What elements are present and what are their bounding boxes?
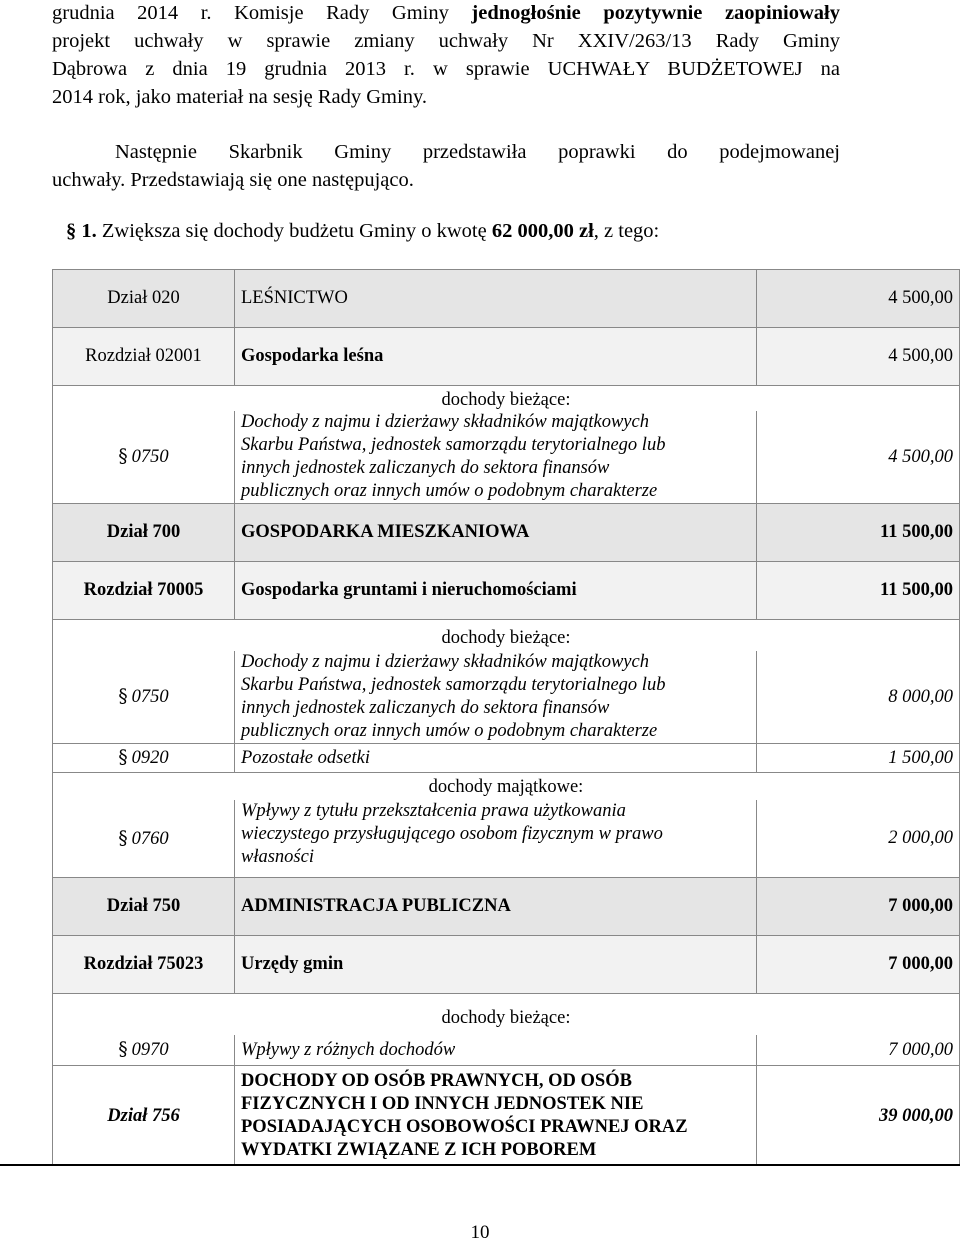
intro-line-2: projekt uchwały w sprawie zmiany uchwały Nr XXIV/263/13 Rady Gminy [52,30,840,52]
next-line-2: uchwały. Przedstawiają się one następująco. [52,169,414,191]
section-1-heading: § 1. Zwiększa się dochody budżetu Gminy o kwotę 62 000,00 zł, z tego: [66,220,660,242]
paragraph-description: Wpływy z różnych dochodów [235,1035,757,1066]
table-row-dzial-700 [53,504,960,562]
rozdzial-name: Gospodarka gruntami i nieruchomościami [235,562,757,620]
table-row-paragraph-0750 [53,411,960,504]
paragraph-description: Dochody z najmu i dzierżawy składników majątkowych Skarbu Państwa, jednostek samorządu terytorialnego lub innych jednostek zaliczanych do sektora finansów publicznych oraz innych umów o podobnym charakterze [235,411,757,504]
table-row-paragraph-0750 [53,651,960,744]
income-type-label: dochody majątkowe: [53,773,960,801]
paragraph-code: § 0970 [53,1035,235,1066]
footer-divider [0,1164,960,1166]
paragraph-amount: 8 000,00 [757,651,960,744]
paragraph-description: Wpływy z tytułu przekształcenia prawa użytkowania wieczystego przysługującego osobom fizycznym w prawo własności [235,800,757,878]
dzial-name: LEŚNICTWO [235,270,757,328]
table-row-label [53,994,960,1036]
dzial-code: Dział 700 [53,504,235,562]
dzial-code: Dział 750 [53,878,235,936]
intro-line-3: Dąbrowa z dnia 19 grudnia 2013 r. w sprawie UCHWAŁY BUDŻETOWEJ na [52,58,840,80]
rozdzial-code: Rozdział 75023 [53,936,235,994]
page-number: 10 [470,1222,490,1243]
paragraph-code: § 0750 [53,651,235,744]
table-row-dzial-750 [53,878,960,936]
intro-paragraph [52,0,840,111]
table-row-dzial-756 [53,1066,960,1167]
dzial-name: GOSPODARKA MIESZKANIOWA [235,504,757,562]
paragraph-code: § 0920 [53,744,235,773]
dzial-code: Dział 756 [53,1066,235,1167]
rozdzial-name: Gospodarka leśna [235,328,757,386]
intro-line-4: 2014 rok, jako materiał na sesję Rady Gminy. [52,86,427,108]
dzial-name: DOCHODY OD OSÓB PRAWNYCH, OD OSÓB FIZYCZNYCH I OD INNYCH JEDNOSTEK NIE POSIADAJĄCYCH OSOBOWOŚCI PRAWNEJ ORAZ WYDATKI ZWIĄZANE Z ICH POBOREM [235,1066,757,1167]
next-line-1: Następnie Skarbnik Gminy przedstawiła poprawki do podejmowanej [115,141,840,163]
paragraph-code: § 0750 [53,411,235,504]
table-row-paragraph-0920 [53,744,960,773]
rozdzial-amount: 7 000,00 [757,936,960,994]
table-row-dzial-020 [53,270,960,328]
paragraph-description: Dochody z najmu i dzierżawy składników majątkowych Skarbu Państwa, jednostek samorządu terytorialnego lub innych jednostek zaliczanych do sektora finansów publicznych oraz innych umów o podobnym charakterze [235,651,757,744]
next-paragraph [52,138,840,194]
dzial-code: Dział 020 [53,270,235,328]
income-type-label: dochody bieżące: [53,620,960,652]
dzial-amount: 39 000,00 [757,1066,960,1167]
rozdzial-code: Rozdział 02001 [53,328,235,386]
table-row-label [53,620,960,652]
paragraph-amount: 7 000,00 [757,1035,960,1066]
income-type-label: dochody bieżące: [53,386,960,412]
paragraph-amount: 1 500,00 [757,744,960,773]
budget-table [52,269,960,1166]
table-row-paragraph-0970 [53,1035,960,1066]
table-row-rozdzial-70005 [53,562,960,620]
dzial-amount: 7 000,00 [757,878,960,936]
intro-line-1: grudnia 2014 r. Komisje Rady Gminy jednogłośnie pozytywnie zaopiniowały [52,2,840,24]
section-amount: 62 000,00 zł [491,220,594,242]
table-row-rozdzial-02001 [53,328,960,386]
paragraph-description: Pozostałe odsetki [235,744,757,773]
rozdzial-amount: 4 500,00 [757,328,960,386]
dzial-name: ADMINISTRACJA PUBLICZNA [235,878,757,936]
table-row-label [53,773,960,801]
income-type-label: dochody bieżące: [53,994,960,1036]
paragraph-amount: 2 000,00 [757,800,960,878]
table-row-paragraph-0760 [53,800,960,878]
rozdzial-code: Rozdział 70005 [53,562,235,620]
table-row-rozdzial-75023 [53,936,960,994]
rozdzial-name: Urzędy gmin [235,936,757,994]
paragraph-amount: 4 500,00 [757,411,960,504]
dzial-amount: 11 500,00 [757,504,960,562]
dzial-amount: 4 500,00 [757,270,960,328]
rozdzial-amount: 11 500,00 [757,562,960,620]
section-mark: § 1. [66,220,97,242]
intro-emphasis: jednogłośnie pozytywnie zaopiniowały [471,2,840,24]
paragraph-code: § 0760 [53,800,235,878]
table-row-label [53,386,960,412]
